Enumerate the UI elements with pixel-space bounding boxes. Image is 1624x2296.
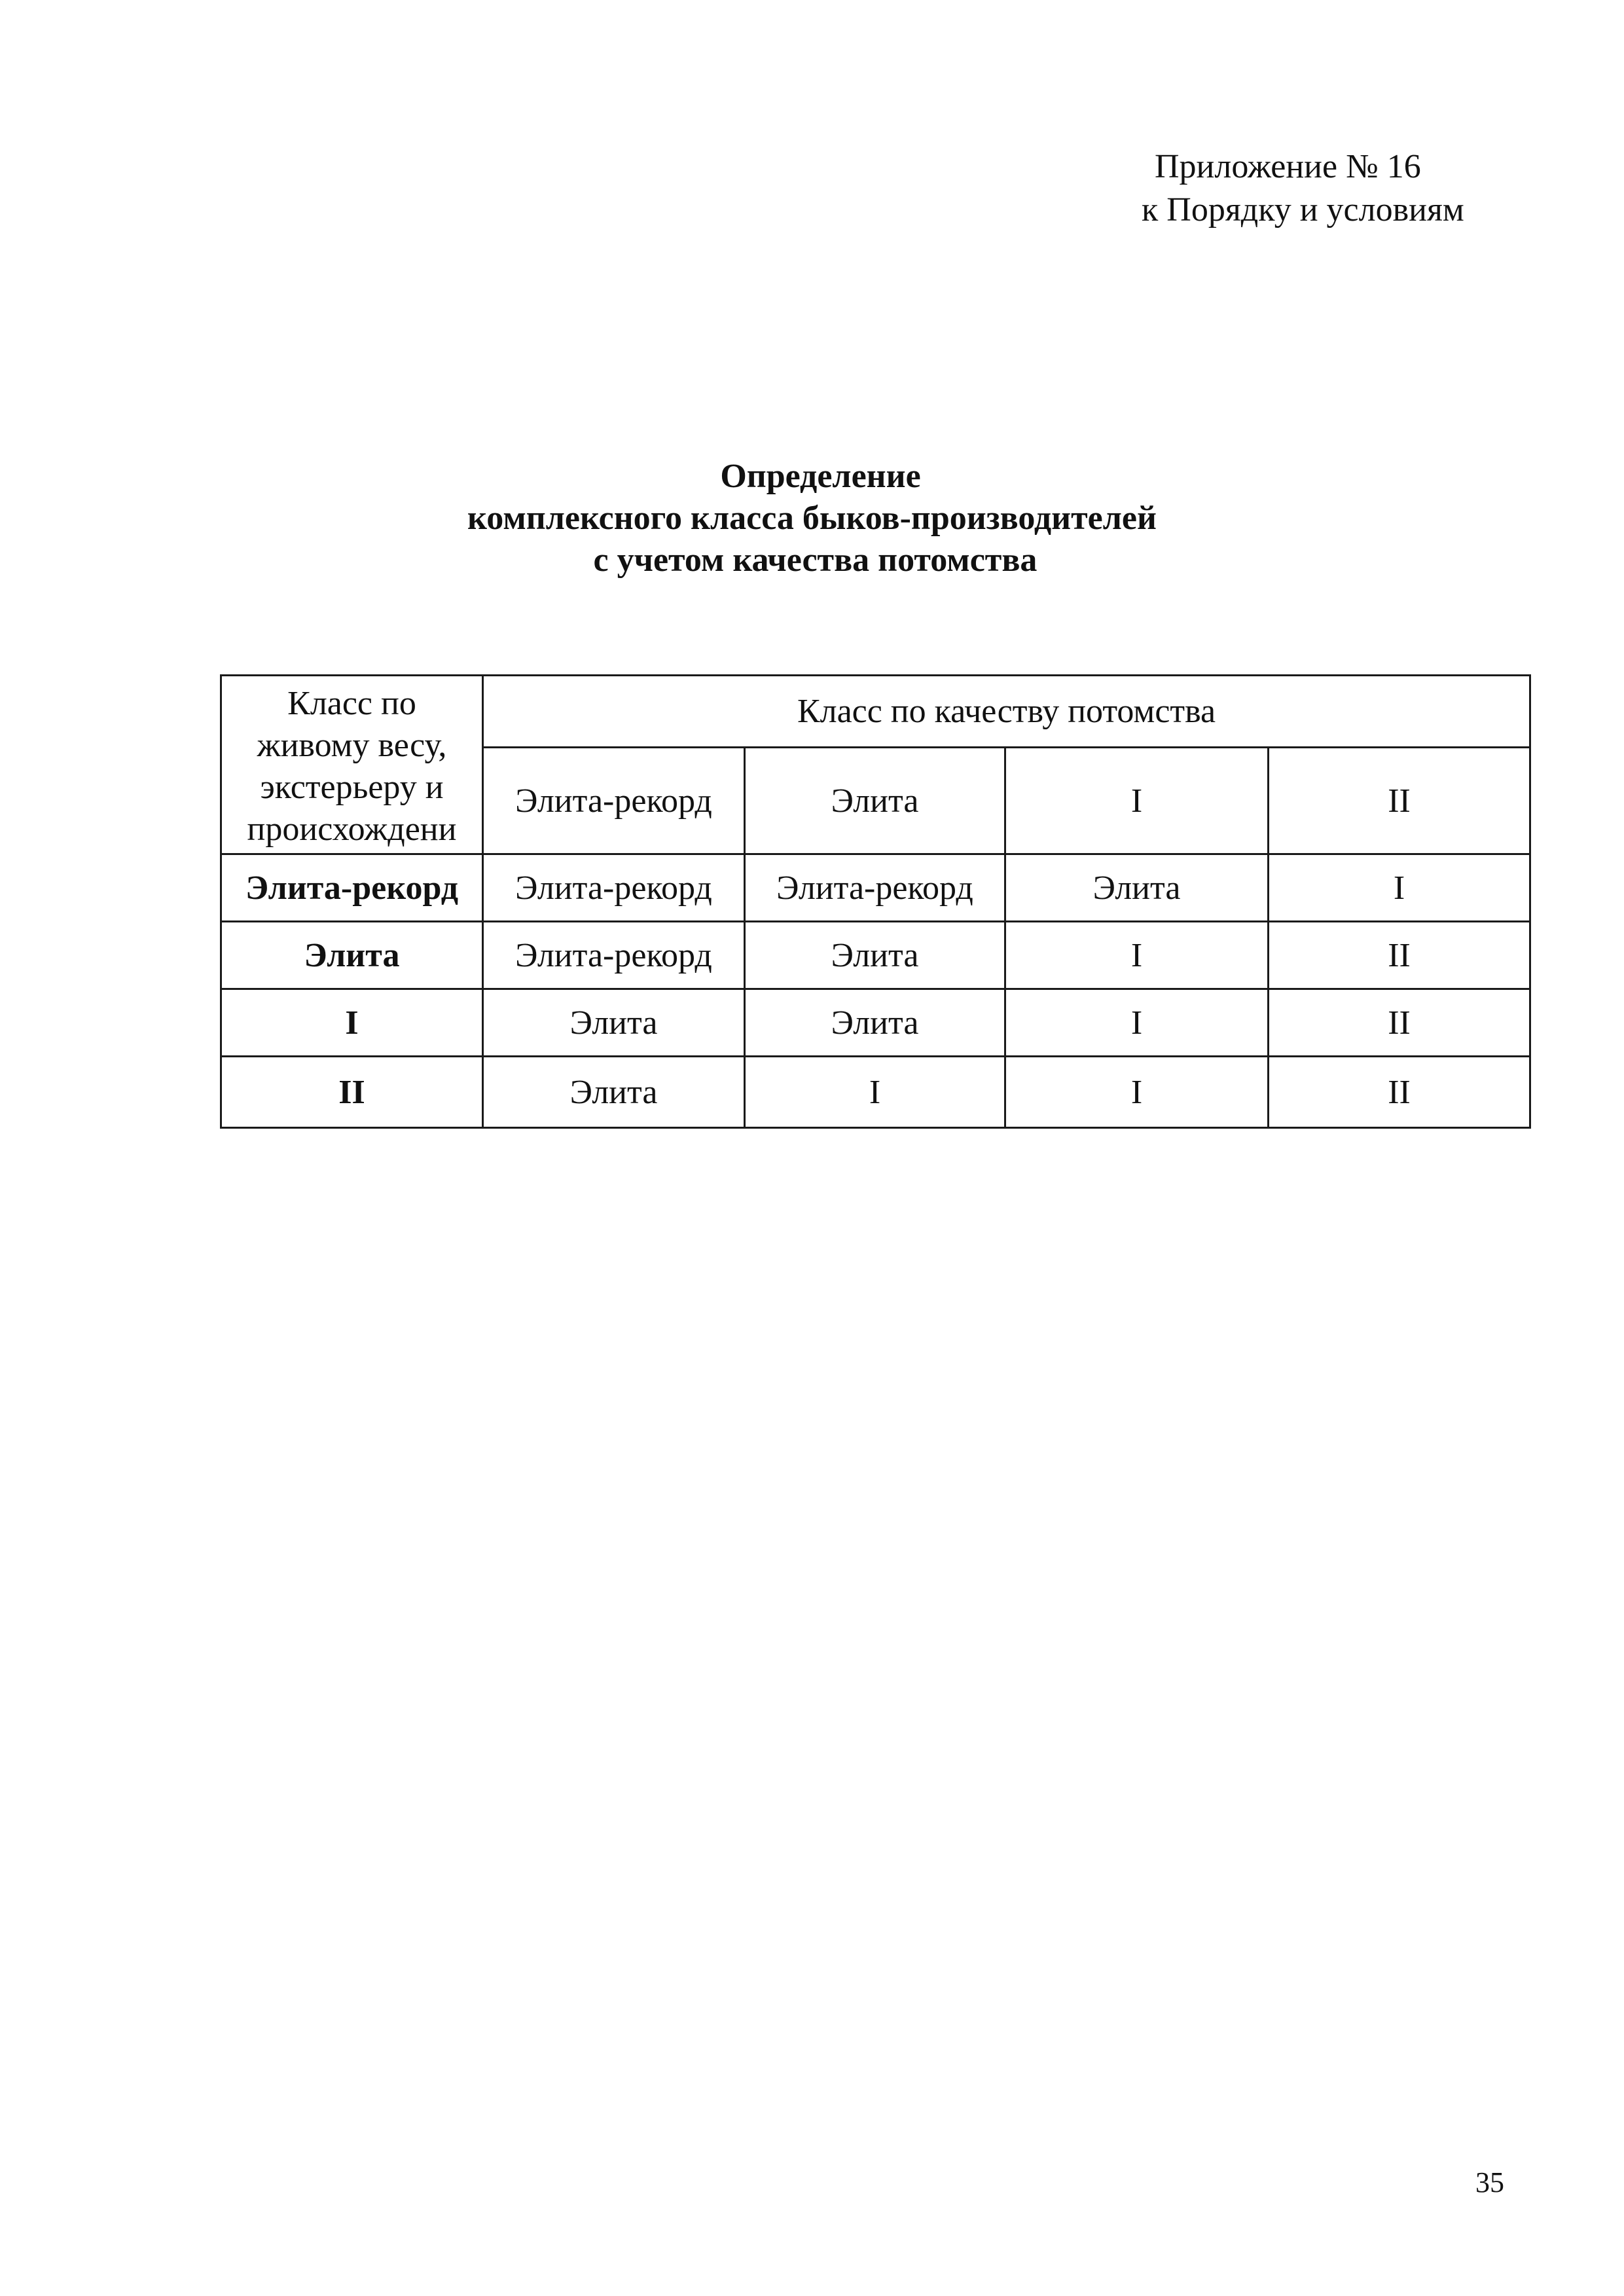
table-cell: II: [1269, 989, 1530, 1057]
title-line-1: Определение: [720, 458, 921, 495]
corner-header-cell: [221, 676, 483, 854]
table-cell: I: [1005, 922, 1269, 989]
class-determination-table: [220, 674, 1531, 1129]
column-header: Элита-рекорд: [483, 748, 745, 854]
table-cell: Элита: [1005, 854, 1269, 922]
table-row: [221, 1057, 1530, 1128]
table-cell: Элита: [745, 989, 1005, 1057]
table-cell: Элита: [745, 922, 1005, 989]
row-header: II: [221, 1057, 483, 1128]
table-header-row: [221, 676, 1530, 748]
table-cell: II: [1269, 922, 1530, 989]
corner-line: Класс по: [287, 685, 416, 722]
appendix-reference: [1142, 145, 1464, 232]
row-header: I: [221, 989, 483, 1057]
table-cell: I: [1269, 854, 1530, 922]
title-line-2: комплексного класса быков-производителей: [467, 500, 1157, 537]
table-row: [221, 989, 1530, 1057]
corner-line: живому весу,: [257, 727, 447, 764]
page-number: 35: [1475, 2166, 1504, 2198]
corner-line: экстерьеру и: [260, 769, 444, 806]
table-cell: Элита-рекорд: [483, 854, 745, 922]
column-header: I: [1005, 748, 1269, 854]
table-row: [221, 922, 1530, 989]
appendix-number: Приложение № 16: [1155, 148, 1421, 185]
table-cell: Элита-рекорд: [745, 854, 1005, 922]
table-cell: II: [1269, 1057, 1530, 1128]
table-cell: Элита-рекорд: [483, 922, 745, 989]
row-header: Элита: [221, 922, 483, 989]
table-cell: I: [1005, 989, 1269, 1057]
appendix-subtitle: к Порядку и условиям: [1142, 191, 1464, 228]
table-cell: Элита: [483, 989, 745, 1057]
corner-line: происхождени: [247, 811, 457, 848]
title-line-3: с учетом качества потомства: [593, 541, 1038, 579]
table-cell: Элита: [483, 1057, 745, 1128]
column-header: II: [1269, 748, 1530, 854]
table-row: [221, 854, 1530, 922]
table-cell: I: [745, 1057, 1005, 1128]
column-header: Элита: [745, 748, 1005, 854]
row-header: Элита-рекорд: [221, 854, 483, 922]
group-header-cell: Класс по качеству потомства: [483, 676, 1530, 748]
document-title: [0, 456, 1624, 581]
table-cell: I: [1005, 1057, 1269, 1128]
